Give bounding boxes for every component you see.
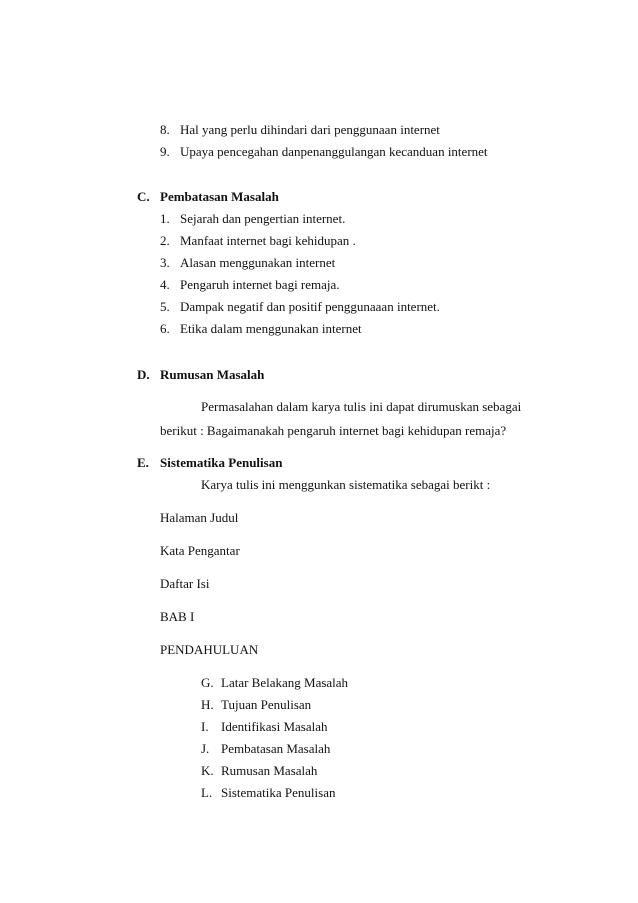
sub-item: Tujuan Penulisan [221, 697, 312, 712]
list-item: Sejarah dan pengertian internet. [180, 211, 346, 226]
toc-entry: Daftar Isi [160, 576, 210, 591]
sub-item-letter: L. [201, 785, 213, 800]
list-item: Alasan menggunakan internet [180, 255, 336, 270]
sub-item-letter: K. [201, 763, 214, 778]
sub-item-letter: H. [201, 697, 214, 712]
sub-item: Identifikasi Masalah [221, 719, 328, 734]
section-c-letter: C. [137, 189, 150, 204]
paragraph-line: berikut : Bagaimanakah pengaruh internet bagi kehidupan remaja? [160, 423, 507, 438]
sub-item-letter: J. [201, 741, 210, 756]
list-number: 4. [160, 277, 170, 292]
list-number: 1. [160, 211, 170, 226]
sub-item: Sistematika Penulisan [221, 785, 336, 800]
list-item: Etika dalam menggunakan internet [180, 321, 362, 336]
list-item: Manfaat internet bagi kehidupan . [180, 233, 356, 248]
list-number: 9. [160, 144, 170, 159]
toc-entry: Kata Pengantar [160, 543, 240, 558]
toc-entry: BAB I [160, 609, 195, 624]
list-number: 2. [160, 233, 170, 248]
list-number: 8. [160, 122, 170, 137]
sub-item: Pembatasan Masalah [221, 741, 331, 756]
list-item: Hal yang perlu dihindari dari penggunaan internet [180, 122, 440, 137]
list-item: Pengaruh internet bagi remaja. [180, 277, 340, 292]
section-e-letter: E. [137, 455, 149, 470]
paragraph-line: Permasalahan dalam karya tulis ini dapat dirumuskan sebagai [201, 399, 522, 414]
sub-item: Latar Belakang Masalah [221, 675, 349, 690]
list-number: 3. [160, 255, 170, 270]
section-d-title: Rumusan Masalah [160, 367, 265, 382]
toc-entry: Halaman Judul [160, 510, 239, 525]
list-item: Upaya pencegahan danpenanggulangan kecanduan internet [180, 144, 488, 159]
section-e-title: Sistematika Penulisan [160, 455, 283, 470]
sub-item-letter: G. [201, 675, 214, 690]
section-e-intro: Karya tulis ini menggunkan sistematika sebagai berikt : [201, 477, 491, 492]
toc-entry: PENDAHULUAN [160, 642, 259, 657]
list-number: 6. [160, 321, 170, 336]
sub-item-letter: I. [201, 719, 209, 734]
sub-item: Rumusan Masalah [221, 763, 318, 778]
list-item: Dampak negatif dan positif penggunaaan internet. [180, 299, 440, 314]
section-c-title: Pembatasan Masalah [160, 189, 279, 204]
section-d-letter: D. [137, 367, 150, 382]
list-number: 5. [160, 299, 170, 314]
